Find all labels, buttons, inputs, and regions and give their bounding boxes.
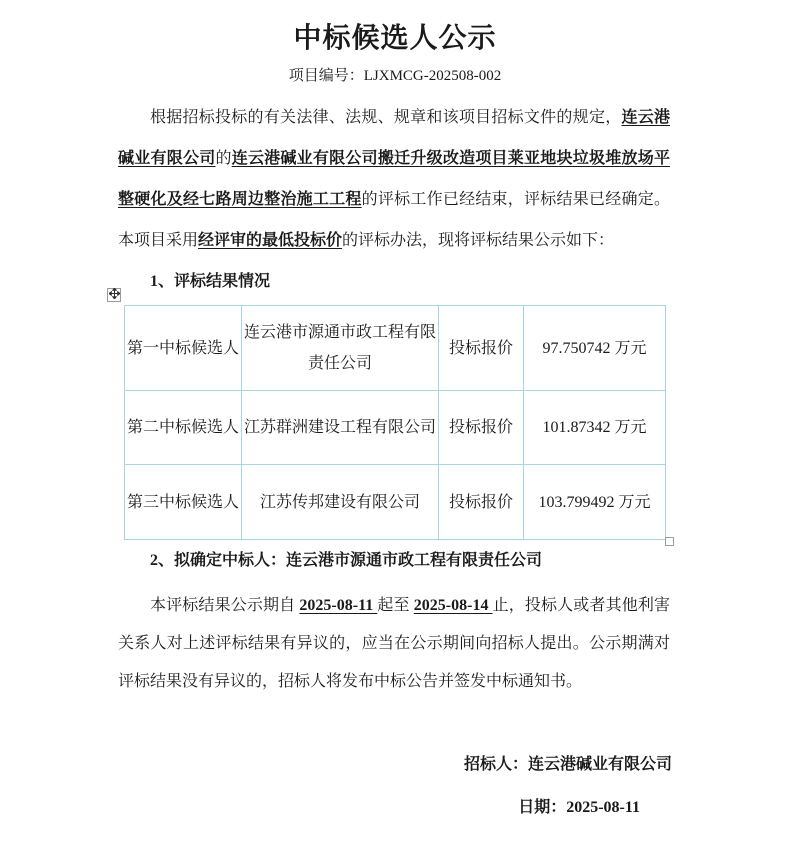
item-label-cell: 投标报价 xyxy=(439,306,524,391)
candidate-rank-cell: 第二中标候选人 xyxy=(125,391,242,465)
notice-paragraph xyxy=(118,587,670,701)
table-row xyxy=(125,391,666,465)
evaluation-result-table xyxy=(124,305,666,540)
project-name-emphasis: 连云港碱业有限公司搬迁升级改造项目莱亚地块垃圾堆放场平整硬化及经七路周边整治施工工程 xyxy=(118,150,670,208)
company-name-cell: 江苏群洲建设工程有限公司 xyxy=(242,391,439,465)
section-2-heading: 2、拟确定中标人：连云港市源通市政工程有限责任公司 xyxy=(150,552,543,569)
paragraph-run: 本评标结果公示期自 xyxy=(150,597,300,614)
project-number-value: LJXMCG-202508-002 xyxy=(363,68,502,84)
paragraph-run: 止，投标人或者其他利害关系人对上述评标结果有异议的，应当在公示期间向招标人提出。公示期满对评标结果没有异议的，招标人将发布中标公告并签发中标通知书。 xyxy=(118,597,670,690)
table-move-handle[interactable] xyxy=(107,288,121,302)
evaluation-method-emphasis: 经评审的最低投标价 xyxy=(198,232,343,249)
company-name-cell: 江苏传邦建设有限公司 xyxy=(242,465,439,540)
paragraph-run: 的评标工作已经结束，评标结果已经确定。本项目采用 xyxy=(118,191,670,249)
candidate-rank-cell: 第三中标候选人 xyxy=(125,465,242,540)
table-move-icon xyxy=(109,286,120,304)
table-row xyxy=(125,465,666,540)
candidate-rank-cell: 第一中标候选人 xyxy=(125,306,242,391)
item-label-cell: 投标报价 xyxy=(439,391,524,465)
footer-date: 日期：2025-08-11 xyxy=(518,799,640,816)
bidder-name-emphasis: 连云港碱业有限公司 xyxy=(118,109,670,167)
publicity-end-date: 2025-08-14 xyxy=(413,597,493,614)
paragraph-run: 的 xyxy=(215,150,232,167)
publicity-start-date: 2025-08-11 xyxy=(299,597,378,614)
table-row xyxy=(125,306,666,391)
paragraph-run: 的评标办法，现将评标结果公示如下： xyxy=(342,232,615,249)
bid-price-cell: 101.87342 万元 xyxy=(524,391,666,465)
bid-price-cell: 103.799492 万元 xyxy=(524,465,666,540)
section-1-heading: 1、评标结果情况 xyxy=(150,273,271,290)
footer-bidder: 招标人：连云港碱业有限公司 xyxy=(463,756,672,773)
table-resize-handle[interactable] xyxy=(665,537,674,546)
company-name-cell: 连云港市源通市政工程有限责任公司 xyxy=(242,306,439,391)
page-title: 中标候选人公示 xyxy=(293,23,497,54)
project-number-label: 项目编号： xyxy=(288,68,364,84)
project-number xyxy=(0,64,790,85)
bid-price-cell: 97.750742 万元 xyxy=(524,306,666,391)
intro-paragraph xyxy=(118,97,670,261)
paragraph-run: 起至 xyxy=(377,597,414,614)
item-label-cell: 投标报价 xyxy=(439,465,524,540)
paragraph-run: 根据招标投标的有关法律、法规、规章和该项目招标文件的规定， xyxy=(150,109,622,126)
